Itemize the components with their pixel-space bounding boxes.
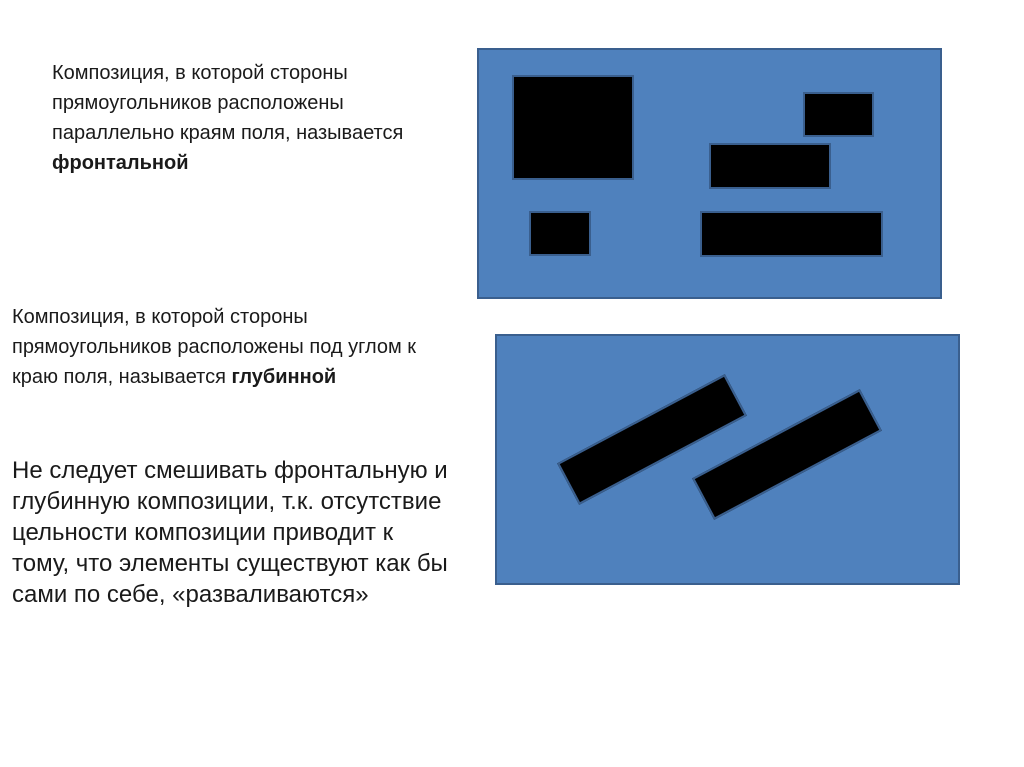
frontal-rect-small-top-right [803,92,874,137]
note-line-1: Не следует смешивать фронтальную и [12,457,448,484]
frontal-text-line-1: Композиция, в которой стороны [52,62,348,84]
deep-composition-panel [495,334,960,585]
deep-text-line-1: Композиция, в которой стороны [12,306,308,328]
deep-term: глубинной [231,366,337,388]
note-line-5: сами по себе, «разваливаются» [12,581,369,608]
deep-composition-text [12,302,502,392]
composition-note-text [12,455,492,610]
note-line-2: глубинную композиции, т.к. отсутствие [12,488,442,515]
frontal-rect-large-square [512,75,634,180]
deep-text-line-3: краю поля, называется [12,366,232,388]
frontal-composition-panel [477,48,942,299]
frontal-rect-long-bottom [700,211,883,257]
frontal-text-line-3: параллельно краям поля, называется [52,122,404,144]
deep-text-line-2: прямоугольников расположены под углом к [12,336,417,358]
frontal-composition-text [52,58,472,178]
note-line-4: тому, что элементы существуют как бы [12,550,448,577]
frontal-text-line-2: прямоугольников расположены [52,92,344,114]
frontal-term: фронтальной [52,152,189,174]
note-line-3: цельности композиции приводит к [12,519,394,546]
frontal-rect-middle [709,143,831,189]
frontal-rect-small-bottom-left [529,211,591,256]
